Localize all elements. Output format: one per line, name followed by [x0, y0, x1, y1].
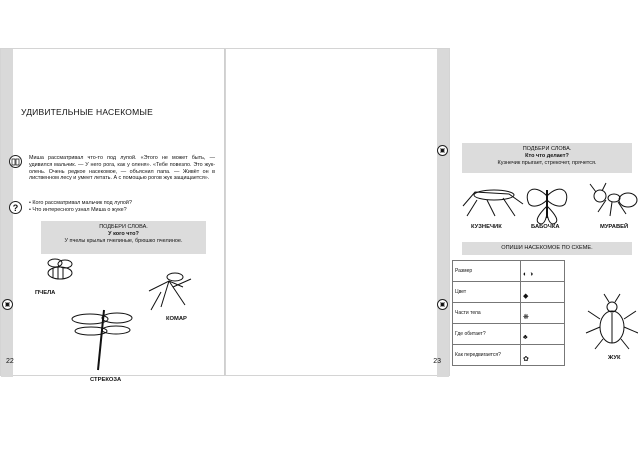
right-rail: [437, 49, 449, 377]
page-number-right: 23: [433, 358, 441, 365]
ant-icon: [588, 182, 638, 220]
butterfly-icon: [523, 182, 571, 224]
grasshopper-icon: [459, 182, 529, 220]
side-icon-right-lower: ▣: [437, 299, 448, 310]
mosquito-label: КОМАР: [166, 316, 187, 322]
description-scheme-table: [452, 260, 565, 366]
scheme-row-label: Как передвигается?: [453, 345, 521, 366]
movement-icon: ✿: [521, 345, 565, 366]
book-spread: [0, 48, 629, 383]
dragonfly-icon: [68, 304, 134, 374]
scheme-row: [453, 282, 565, 303]
ant-label: МУРАВЕЙ: [600, 224, 629, 230]
scheme-title: ОПИШИ НАСЕКОМОЕ ПО СХЕМЕ.: [462, 242, 632, 255]
page-title: УДИВИТЕЛЬНЫЕ НАСЕКОМЫЕ: [21, 107, 153, 117]
question-icon: ?: [9, 201, 22, 214]
bee-icon: [37, 257, 83, 287]
mosquito-icon: [139, 267, 197, 315]
beetle-label: ЖУК: [608, 355, 621, 361]
butterfly-label: БАБОЧКА: [531, 224, 560, 230]
habitat-icon: ♣: [521, 324, 565, 345]
question-2: • Что интересного узнал Миша о жуке?: [29, 206, 127, 213]
word-task-title: ПОДБЕРИ СЛОВА.: [99, 224, 148, 230]
scheme-row: [453, 324, 565, 345]
reader-icon: [9, 155, 22, 168]
word-task-question-right: Кто что делает?: [525, 152, 569, 159]
dragonfly-label: СТРЕКОЗА: [90, 377, 122, 383]
word-task-text-right: Кузнечик прыгает, стрекочет, прячется.: [497, 159, 597, 166]
scheme-row: [453, 345, 565, 366]
story-text: Миша рассматривал что-то под лупой. «Этого не может быть, — удивился мальчик. — У него рога, как у оленя». «Тебе повезло. Это жук-олень. Очень редкое насекомое, — объяснил папа. — Живёт он в лиственном лесу и умеет летать. А с помощью рогов жук защищается».: [29, 155, 215, 182]
scheme-row-label: Части тела: [453, 303, 521, 324]
word-task-box-right: [462, 143, 632, 173]
beetle-icon: [586, 293, 638, 351]
right-page: [225, 48, 629, 376]
scheme-row: [453, 261, 565, 282]
question-1: • Кого рассматривал мальчик под лупой?: [29, 200, 132, 206]
left-page: [0, 48, 225, 383]
word-task-box: [41, 221, 206, 254]
word-task-question: У кого что?: [108, 230, 139, 237]
page-number: 22: [6, 358, 14, 365]
side-icon: ▣: [2, 299, 13, 310]
scheme-row: [453, 303, 565, 324]
scheme-row-label: Где обитает?: [453, 324, 521, 345]
side-icon-right: ▣: [437, 145, 448, 156]
grasshopper-label: КУЗНЕЧИК: [471, 224, 502, 230]
questions: [29, 200, 215, 214]
palette-icon: ◆: [521, 282, 565, 303]
word-task-title-right: ПОДБЕРИ СЛОВА.: [522, 146, 572, 152]
scheme-row-label: Размер: [453, 261, 521, 282]
body-parts-icon: ❋: [521, 303, 565, 324]
scheme-row-label: Цвет: [453, 282, 521, 303]
bee-label: ПЧЕЛА: [35, 290, 56, 296]
size-icon: ◐ ◑: [521, 261, 565, 282]
word-task-text: У пчелы крылья пчелиные, брюшко пчелиное.: [64, 237, 183, 244]
